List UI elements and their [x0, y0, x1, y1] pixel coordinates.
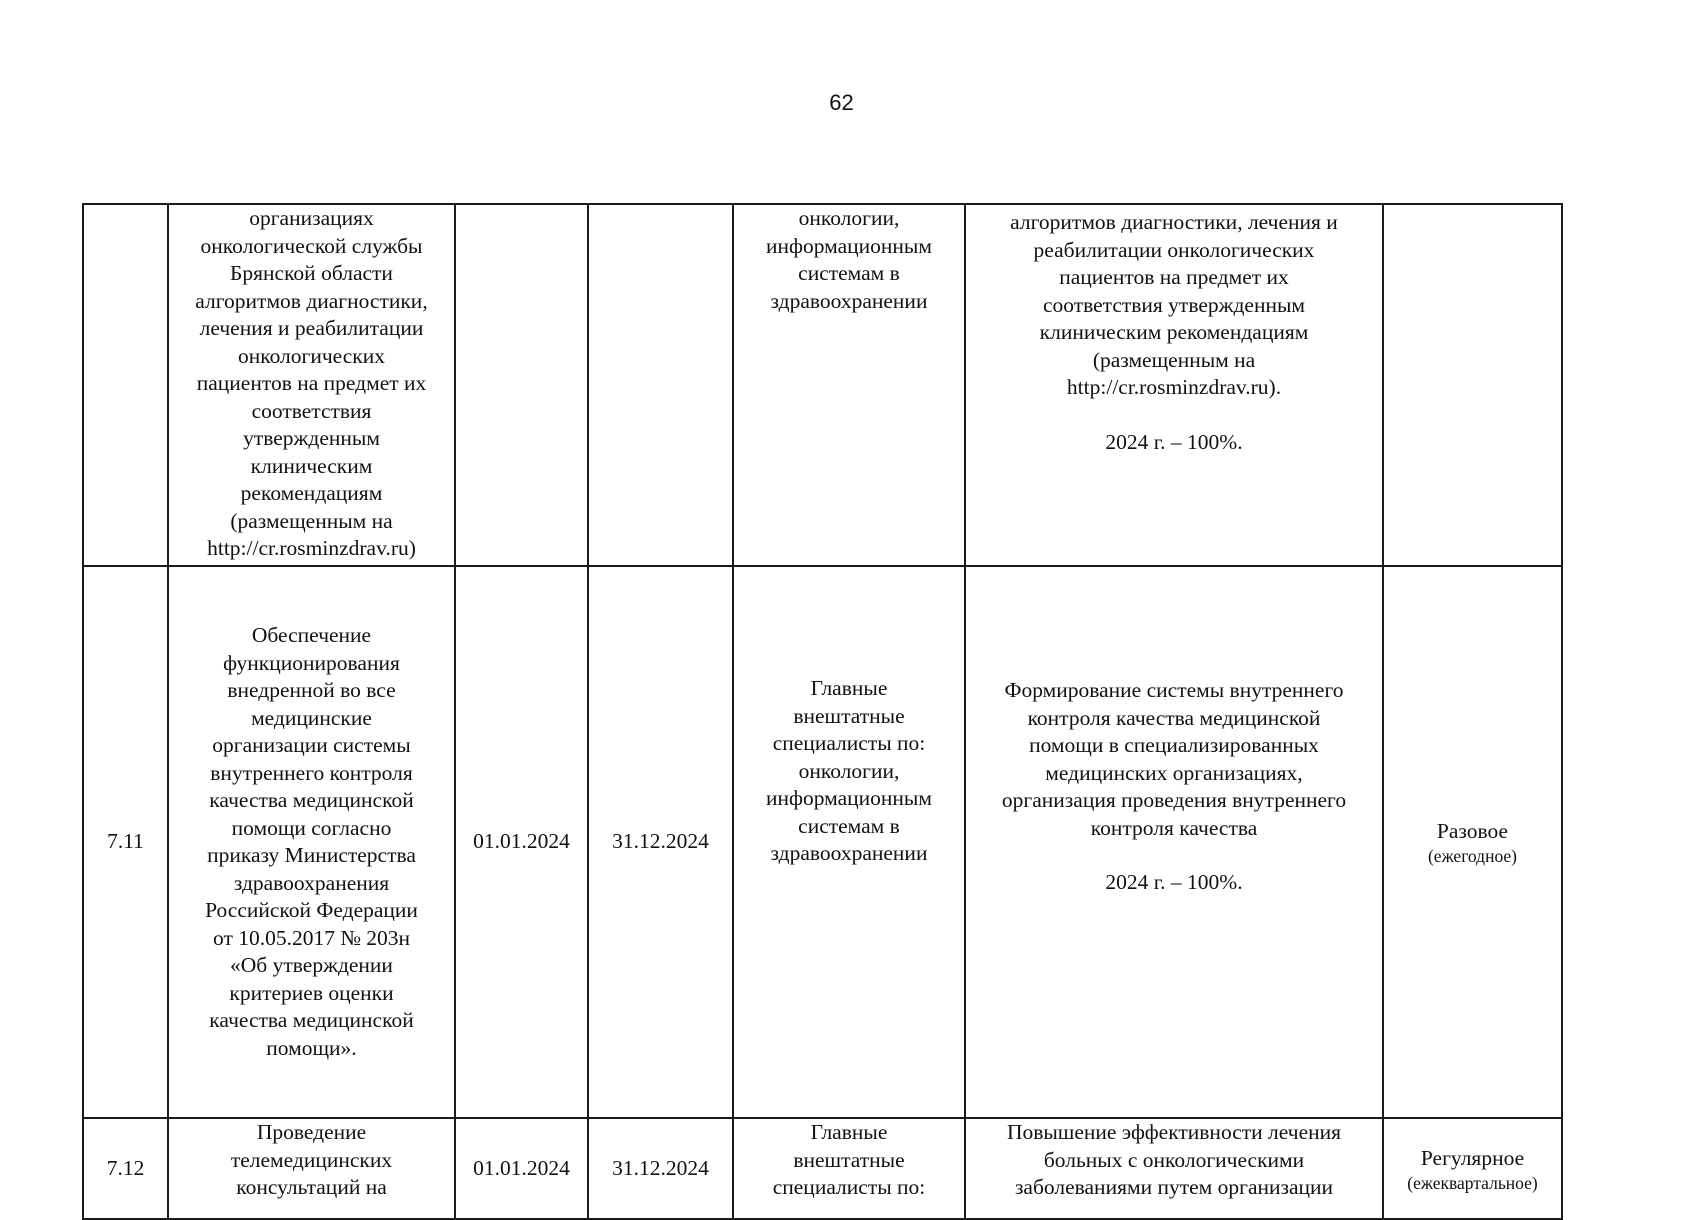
start-date: 01.01.2024 — [473, 1155, 570, 1180]
frequency-cell — [1383, 1118, 1562, 1219]
frequency-note: (ежегодное) — [1427, 846, 1518, 866]
event-cell — [168, 1118, 455, 1219]
item-number: 7.12 — [106, 1155, 145, 1180]
event-text: организациях онкологической службы Брянской области алгоритмов диагностики, лечения и реабилитации онкологических пациентов на предмет их соответствия утвержденным клиническим рекомендациям (размещенным на http://cr.rosminzdrav.ru) — [195, 206, 428, 560]
end-date-cell — [588, 204, 733, 566]
result-text: Формирование системы внутреннего контроля качества медицинской помощи в специализированных медицинских организациях, организация проведения внутреннего контроля качества — [1001, 678, 1347, 840]
responsible-text: Главные внештатные специалисты по: — [772, 1120, 926, 1199]
result-target: 2024 г. – 100%. — [1105, 870, 1243, 894]
responsible-text: Главные внештатные специалисты по: онкологии, информационным системам в здравоохранении — [766, 676, 932, 865]
event-cell — [168, 204, 455, 566]
result-cell — [965, 566, 1383, 1118]
responsible-text: онкологии, информационным системам в здравоохранении — [766, 206, 932, 313]
frequency-cell — [1383, 566, 1562, 1118]
result-text: алгоритмов диагностики, лечения и реабилитации онкологических пациентов на предмет их соответствия утвержденным клиническим рекомендациям (размещенным на http://cr.rosminzdrav.ru). — [1010, 210, 1338, 399]
page-number: 62 — [829, 90, 854, 115]
frequency-cell — [1383, 204, 1562, 566]
end-date-cell — [588, 566, 733, 1118]
event-text: Проведение телемедицинских консультаций на — [230, 1120, 393, 1199]
end-date: 31.12.2024 — [612, 1155, 709, 1180]
table-row-continued — [83, 204, 1562, 566]
end-date: 31.12.2024 — [612, 829, 709, 854]
activities-table — [82, 203, 1563, 1220]
result-text: Повышение эффективности лечения больных с онкологическими заболеваниями путем организации — [1006, 1120, 1342, 1199]
event-text: Обеспечение функционирования внедренной во все медицинские организации системы внутреннего контроля качества медицинской помощи согласно приказу Министерства здравоохранения Российской Федерации от 10.05.2017 № 203н «Об утверждении критериев оценки качества медицинской помощи». — [205, 623, 418, 1060]
paragraph-spacer — [970, 402, 1378, 429]
start-date-cell — [455, 566, 588, 1118]
item-number-cell — [83, 204, 168, 566]
start-date-cell — [455, 204, 588, 566]
item-number-cell — [83, 1118, 168, 1219]
responsible-cell — [733, 204, 965, 566]
start-date: 01.01.2024 — [473, 829, 570, 854]
frequency-text: Разовое — [1436, 819, 1509, 843]
table-row-7-11 — [83, 566, 1562, 1118]
event-cell — [168, 566, 455, 1118]
result-target: 2024 г. – 100%. — [1105, 429, 1243, 454]
result-cell — [965, 1118, 1383, 1219]
table-row-7-12 — [83, 1118, 1562, 1219]
paragraph-spacer — [970, 842, 1378, 869]
frequency-note: (ежеквартальное) — [1407, 1172, 1538, 1193]
result-cell — [965, 204, 1383, 566]
responsible-cell — [733, 566, 965, 1118]
responsible-cell — [733, 1118, 965, 1219]
item-number-cell — [83, 566, 168, 1118]
start-date-cell — [455, 1118, 588, 1219]
frequency-text: Регулярное — [1420, 1145, 1525, 1170]
end-date-cell — [588, 1118, 733, 1219]
item-number: 7.11 — [107, 829, 144, 854]
